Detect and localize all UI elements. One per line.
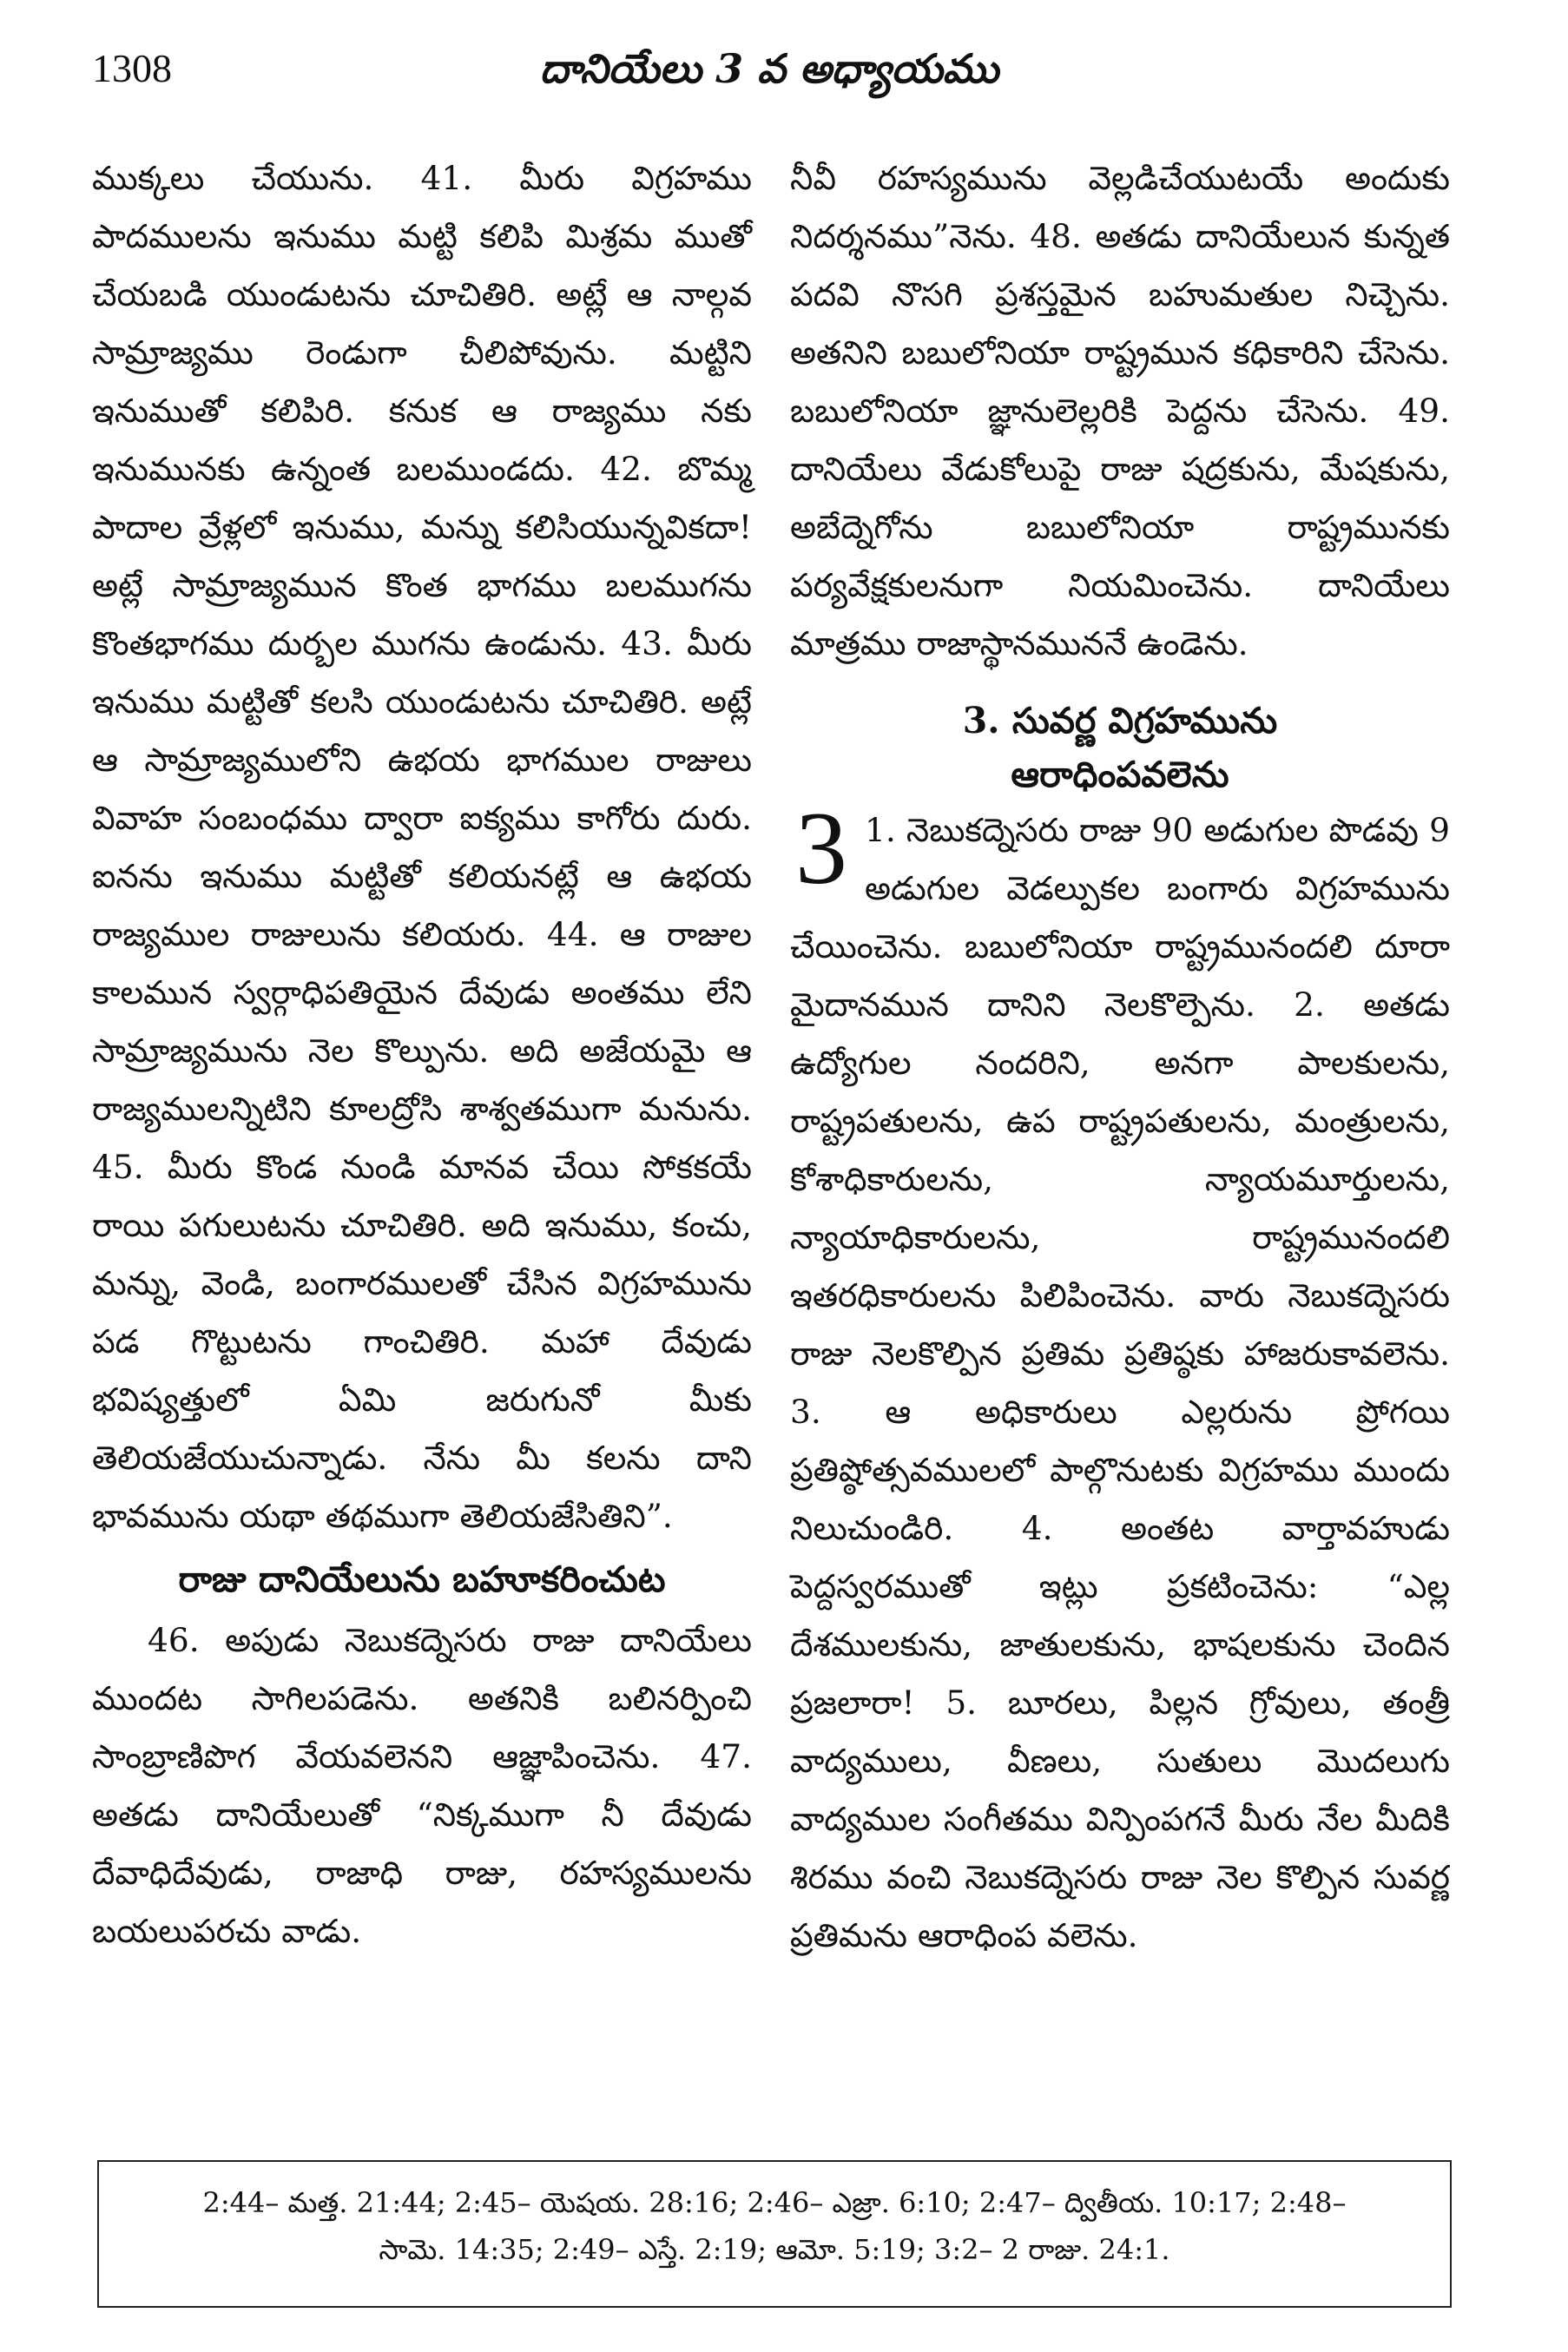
chapter-number: 3 — [795, 790, 847, 906]
chapter-3-text: 1. నెబుకద్నెసరు రాజు 90 అడుగుల పొడవు 9 అడుగుల వెడల్పుకల బంగారు విగ్రహమును చేయించెను. బబులోనియా రాష్ట్రమునందలి దూరా మైదానమున దానిని నెలకొల్పెను. 2. అతడు ఉద్యోగుల నందరిని, అనగా పాలకులను, రాష్ట్రపతులను, ఉప రాష్ట్రపతులను, మంత్రులను, కోశాధికారులను, న్యాయమూర్తులను, న్యాయాధికారులను, రాష్ట్రమునందలి ఇతరధికారులను పిలిపించెను. వారు నెబుకద్నెసరు రాజు నెలకొల్పిన ప్రతిమ ప్రతిష్ఠకు హాజరుకావలెను. 3. ఆ అధికారులు ఎల్లరును ప్రోగయి ప్రతిష్ఠోత్సవములలో పాల్గొనుటకు విగ్రహము ముందు నిలుచుండిరి. 4. అంతట వార్తావహుడు పెద్దస్వరముతో ఇట్లు ప్రకటించెను: “ఎల్ల దేశములకును, జాతులకును, భాషలకును చెందిన ప్రజలారా! 5. బూరలు, పిల్లన గ్రోవులు, తంత్రీ వాద్యములు, వీణలు, సుతులు మొదలుగు వాద్యముల సంగీతము విన్పింపగనే మీరు నేల మీదికి శిరము వంచి నెబుకద్నెసరు రాజు నెల కొల్పిన సువర్ణ ప్రతిమను ఆరాధింప వలెను. — [790, 811, 1450, 1954]
footnote-line-1: 2:44– మత్త. 21:44; 2:45– యెషయ. 28:16; 2:46– ఎజ్రా. 6:10; 2:47– ద్వితీయ. 10:17; 2:48– — [202, 2186, 1347, 2219]
chapter-heading — [790, 694, 1450, 801]
running-title: దానియేలు 3 వ అధ్యాయము — [539, 45, 999, 92]
right-column — [790, 149, 1450, 1965]
left-paragraph-verses-46-47: 46. అపుడు నెబుకద్నెసరు రాజు దానియేలు ముందట సాగిలపడెను. అతనికి బలినర్పించి సాంబ్రాణిపొగ వేయవలెనని ఆజ్ఞాపించెను. 47. అతడు దానియేలుతో “నిక్కముగా నీ దేవుడు దేవాధిదేవుడు, రాజాధి రాజు, రహస్యములను బయలుపరచు వాడు. — [92, 1621, 752, 1950]
left-column — [92, 149, 752, 1960]
page-number: 1308 — [92, 46, 172, 90]
chapter-heading-line2: ఆరాధింపవలెను — [1011, 754, 1229, 795]
footnote-line-2: సామె. 14:35; 2:49– ఎస్తే. 2:19; ఆమో. 5:19; 3:2– 2 రాజు. 24:1. — [379, 2233, 1170, 2266]
left-paragraph-verses-41-45: ముక్కలు చేయును. 41. మీరు విగ్రహము పాదములను ఇనుము మట్టి కలిపి మిశ్రమ ముతో చేయబడి యుండుటను చూచితిరి. అట్లే ఆ నాల్గవ సామ్రాజ్యము రెండుగా చీలిపోవును. మట్టిని ఇనుముతో కలిపిరి. కనుక ఆ రాజ్యము నకు ఇనుమునకు ఉన్నంత బలముండదు. 42. బొమ్మ పాదాల వ్రేళ్లలో ఇనుము, మన్ను కలిసియున్నవికదా! అట్లే సామ్రాజ్యమున కొంత భాగము బలముగను కొంతభాగము దుర్బల ముగను ఉండును. 43. మీరు ఇనుము మట్టితో కలసి యుండుటను చూచితిరి. అట్లే ఆ సామ్రాజ్యములోని ఉభయ భాగముల రాజులు వివాహ సంబంధము ద్వారా ఐక్యము కాగోరు దురు. ఐనను ఇనుము మట్టితో కలియనట్లే ఆ ఉభయ రాజ్యముల రాజులును కలియరు. 44. ఆ రాజుల కాలమున స్వర్గాధిపతియైన దేవుడు అంతము లేని సామ్రాజ్యమును నెల కొల్పును. అది అజేయమై ఆ రాజ్యములన్నిటిని కూలద్రోసి శాశ్వతముగా మనును. 45. మీరు కొండ నుండి మానవ చేయి సోకకయే రాయి పగులుటను చూచితిరి. అది ఇనుము, కంచు, మన్ను, వెండి, బంగారములతో చేసిన విగ్రహమును పడ గొట్టుటను గాంచితిరి. మహా దేవుడు భవిష్యత్తులో ఏమి జరుగునో మీకు తెలియజేయుచున్నాడు. నేను మీ కలను దాని భావమును యథా తథముగా తెలియజేసితిని”. — [92, 159, 752, 1535]
chapter-heading-line1: 3. సువర్ణ విగ్రహమును — [962, 700, 1278, 741]
right-paragraph-verses-47-49: నీవీ రహస్యమును వెల్లడిచేయుటయే అందుకు నిదర్శనము”నెను. 48. అతడు దానియేలున కున్నత పదవి నొసగి ప్రశస్తమైన బహుమతుల నిచ్చెను. అతనిని బబులోనియా రాష్ట్రమున కధికారిని చేసెను. బబులోనియా జ్ఞానులెల్లరికి పెద్దను చేసెను. 49. దానియేలు వేడుకోలుపై రాజు షద్రకును, మేషకును, అబేద్నెగోను బబులోనియా రాష్ట్రమునకు పర్యవేక్షకులనుగా నియమించెను. దానియేలు మాత్రము రాజాస్థానముననే ఉండెను. — [790, 159, 1450, 662]
page-header — [92, 45, 1446, 115]
cross-reference-footnotes — [97, 2160, 1452, 2308]
section-heading-king-honors-daniel: రాజు దానియేలును బహూకరించుట — [178, 1558, 666, 1600]
right-paragraph-chapter-3-verses-1-5 — [790, 790, 1450, 1965]
